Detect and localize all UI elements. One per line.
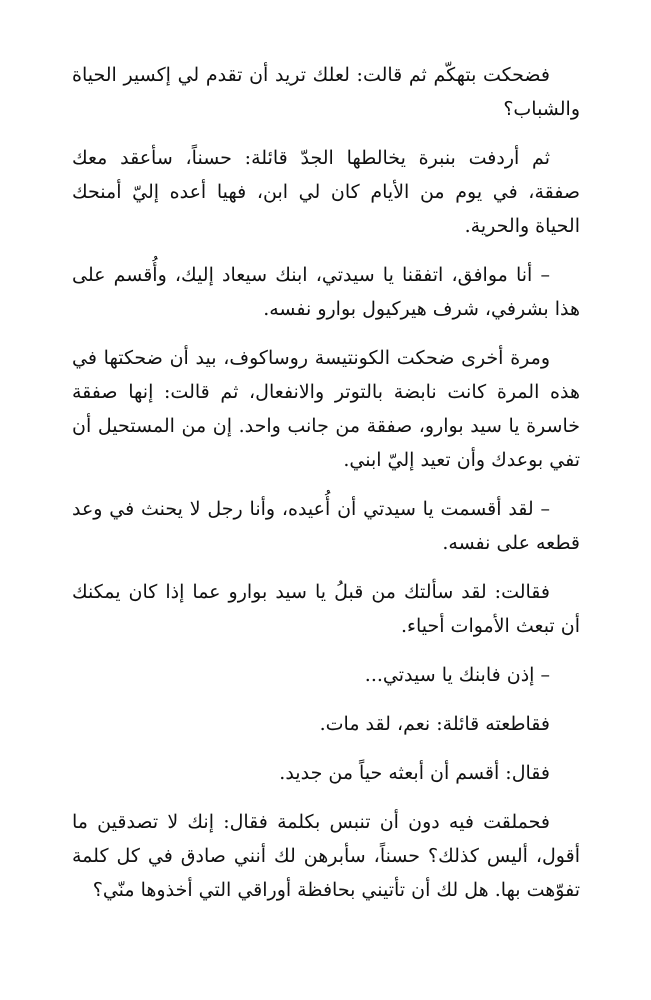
paragraph-4: ومرة أخرى ضحكت الكونتيسة روساكوف، بيد أن ضحكتها في هذه المرة كانت نابضة بالتوتر والانفعال، ثم قالت: إنها صفقة خاسرة يا سيد بوارو، صفقة من جانب واحد. إن من المستحيل أن تفي بوعدك وأن تعيد إليّ ابني. bbox=[72, 347, 580, 471]
book-page bbox=[72, 58, 580, 922]
paragraph-1: فضحكت بتهكّم ثم قالت: لعلك تريد أن تقدم لي إكسير الحياة والشباب؟ bbox=[72, 64, 580, 120]
paragraph-9: فقال: أقسم أن أبعثه حياً من جديد. bbox=[279, 762, 550, 784]
paragraph-5: – لقد أقسمت يا سيدتي أن أُعيده، وأنا رجل لا يحنث في وعد قطعه على نفسه. bbox=[72, 498, 580, 554]
paragraph-6: فقالت: لقد سألتك من قبلُ يا سيد بوارو عما إذا كان يمكنك أن تبعث الأموات أحياء. bbox=[72, 581, 580, 637]
paragraph-8: فقاطعته قائلة: نعم، لقد مات. bbox=[319, 713, 550, 735]
paragraph-7: – إذن فابنك يا سيدتي... bbox=[364, 664, 550, 686]
paragraph-2: ثم أردفت بنبرة يخالطها الجدّ قائلة: حسناً، سأعقد معك صفقة، في يوم من الأيام كان لي ابن، فهيا أعده إليّ أمنحك الحياة والحرية. bbox=[72, 147, 580, 237]
paragraph-3: – أنا موافق، اتفقنا يا سيدتي، ابنك سيعاد إليك، وأُقسم على هذا بشرفي، شرف هيركيول بوارو نفسه. bbox=[72, 264, 580, 320]
paragraph-10: فحملقت فيه دون أن تنبس بكلمة فقال: إنك لا تصدقين ما أقول، أليس كذلك؟ حسناً، سأبرهن لك أنني صادق في كل كلمة تفوّهت بها. هل لك أن تأتيني بحافظة أوراقي التي أخذوها منّي؟ bbox=[72, 811, 580, 901]
